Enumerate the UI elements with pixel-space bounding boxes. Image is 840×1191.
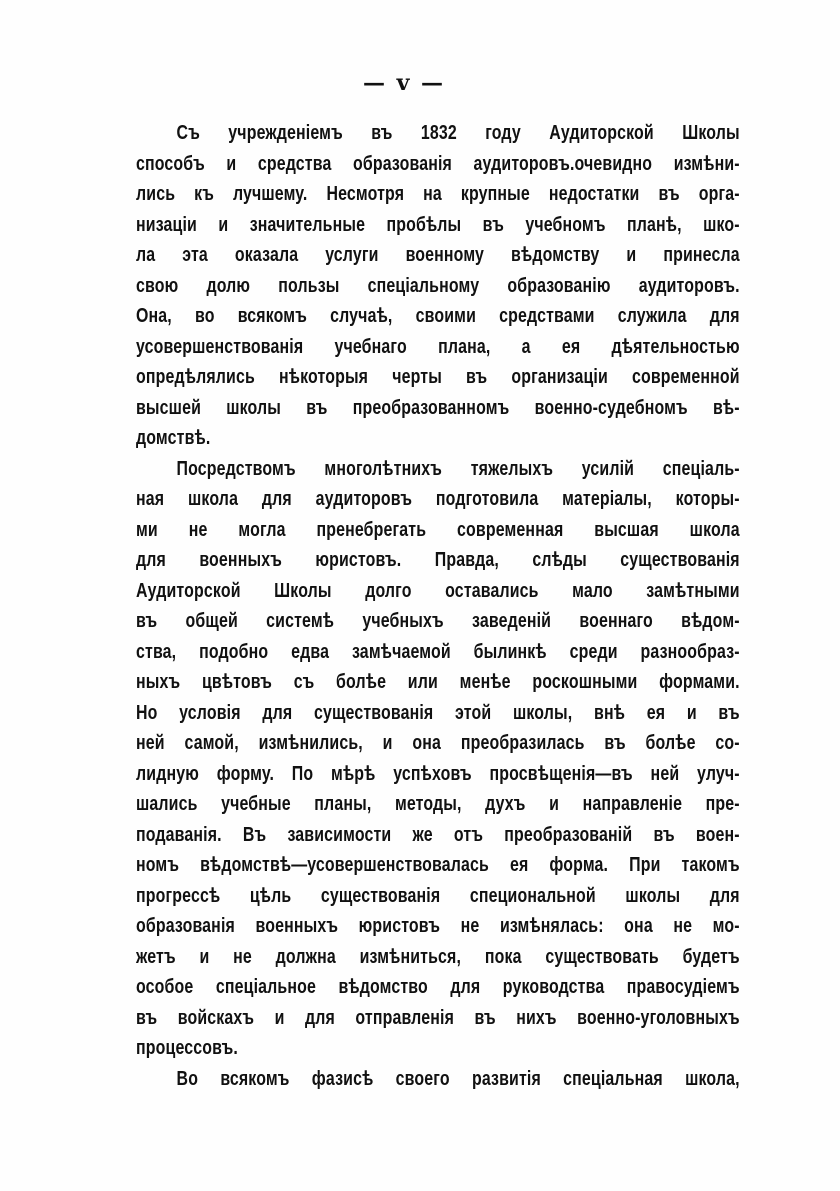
text-line: для военныхъ юристовъ. Правда, слѣды существованія [136,549,740,571]
text-line: лидную форму. По мѣрѣ успѣховъ просвѣщенія—въ ней улуч- [136,762,740,785]
text-line: процессовъ. [136,1037,238,1059]
text-line: усовершенствованія учебнаго плана, а ея дѣятельностью [136,335,740,358]
text-line: Но условія для существованія этой школы, внѣ ея и въ [136,701,740,724]
paragraph-1 [136,118,740,454]
text-line: лись къ лучшему. Несмотря на крупные недостатки въ орга- [136,183,740,205]
text-line: подаванія. Въ зависимости же отъ преобразованій въ воен- [136,823,740,846]
text-line: Она, во всякомъ случаѣ, своими средствами служила для [136,305,740,327]
text-line: способъ и средства образованія аудиторовъ.очевидно измѣни- [136,152,740,175]
text-line: свою долю пользы спеціальному образованію аудиторовъ. [136,274,740,297]
text-line: ми не могла пренебрегать современная высшая школа [136,518,740,541]
text-line: прогрессѣ цѣль существованія специональной школы для [136,884,740,907]
text-line: въ войскахъ и для отправленія въ нихъ военно-уголовныхъ [136,1006,740,1029]
text-line: Во всякомъ фазисѣ своего развитія спеціальная школа, [176,1067,740,1090]
text-line: Аудиторской Школы долго оставались мало замѣтными [136,579,740,602]
text-line: опредѣлялись нѣкоторыя черты въ организаціи современной [136,366,740,388]
text-line: ная школа для аудиторовъ подготовила матеріалы, которы- [136,488,740,510]
text-line: ныхъ цвѣтовъ съ болѣе или менѣе роскошными формами. [136,671,740,693]
text-line: ней самой, измѣнились, и она преобразилась въ болѣе со- [136,732,740,754]
text-line: образованія военныхъ юристовъ не измѣнялась: она не мо- [136,915,740,937]
text-line: домствѣ. [136,427,211,449]
paragraph-2 [136,454,740,1064]
text-line: ства, подобно едва замѣчаемой былинкѣ среди разнообраз- [136,640,740,663]
paragraph-3 [136,1064,740,1095]
text-line: низаціи и значительные пробѣлы въ учебномъ планѣ, шко- [136,213,740,236]
body-text [136,118,740,1094]
text-line: высшей школы въ преобразованномъ военно-судебномъ вѣ- [136,396,740,419]
text-line: особое спеціальное вѣдомство для руководства правосудіемъ [136,976,740,998]
page-number-marker: — v — [362,70,446,96]
text-line: жетъ и не должна измѣниться, пока существовать будетъ [136,945,740,968]
text-line: ла эта оказала услуги военному вѣдомству и принесла [136,244,740,266]
text-line: въ общей системѣ учебныхъ заведеній военнаго вѣдом- [136,610,740,632]
text-line: номъ вѣдомствѣ—усовершенствовалась ея форма. При такомъ [136,854,740,876]
text-line: Посредствомъ многолѣтнихъ тяжелыхъ усилій спеціаль- [176,457,740,480]
text-line: шались учебные планы, методы, духъ и направленіе пре- [136,793,740,815]
text-line: Съ учрежденіемъ въ 1832 году Аудиторской Школы [176,122,740,144]
